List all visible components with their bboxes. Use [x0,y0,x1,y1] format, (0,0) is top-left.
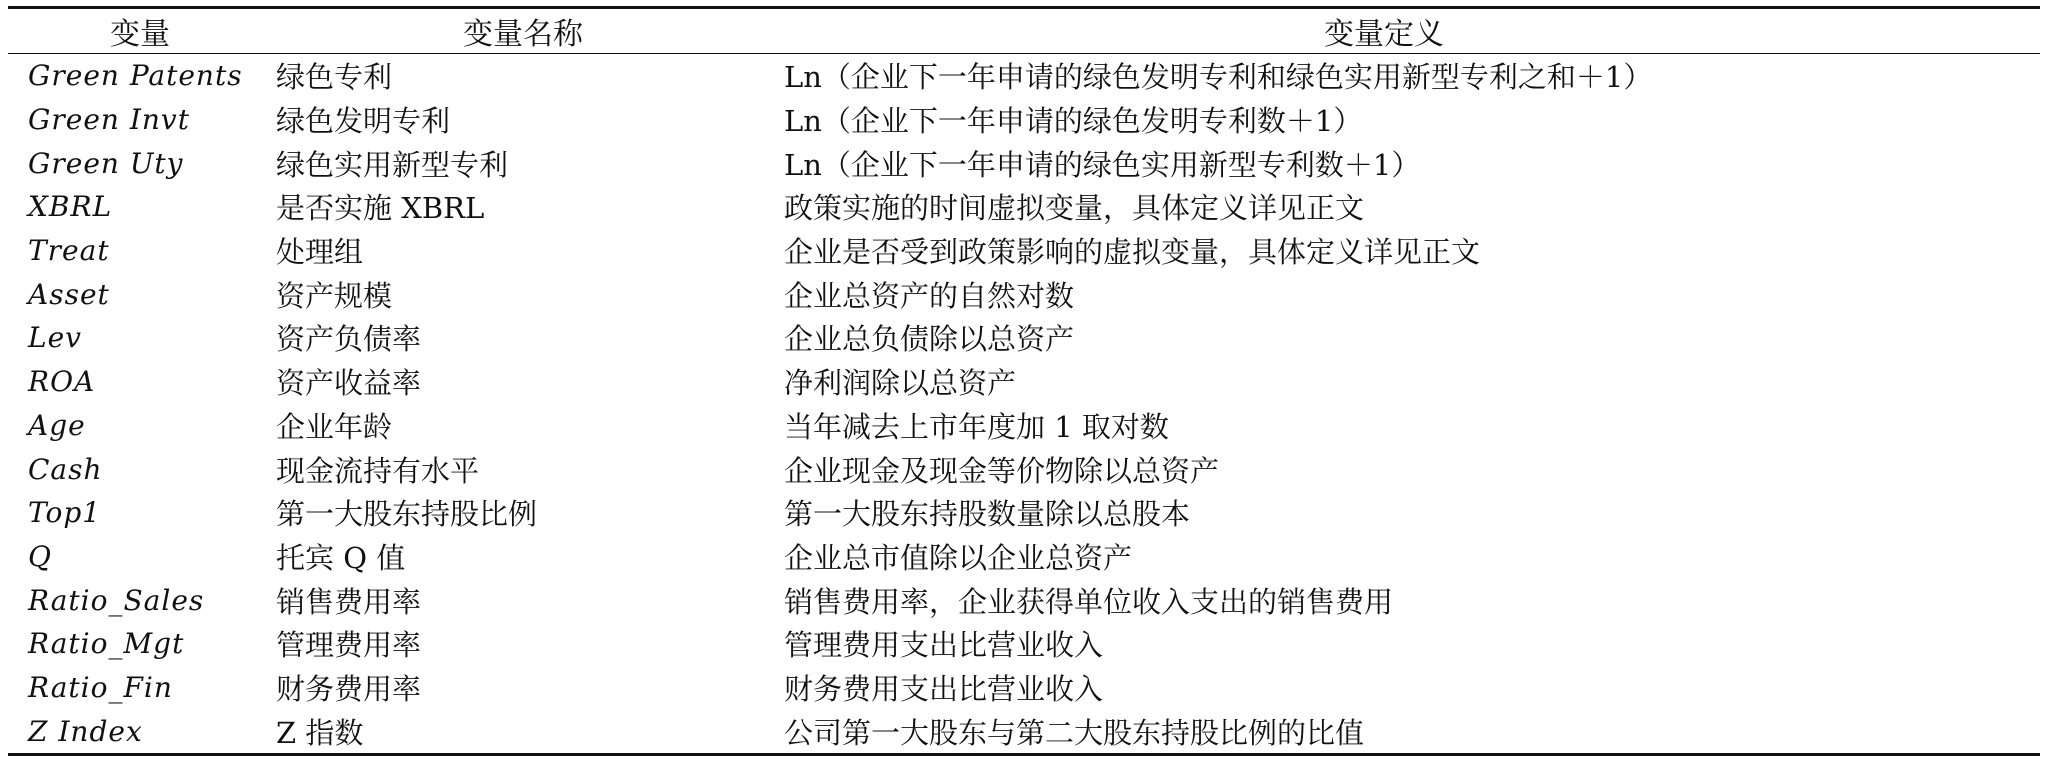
table-header-row [8,8,2040,54]
variable-definition: 净利润除以总资产 [784,366,1017,401]
variable-name: 处理组 [276,235,364,270]
table-row [8,98,2040,142]
variable-name: 财务费用率 [276,671,422,706]
variable-definition: Ln（企业下一年申请的绿色发明专利数＋1） [784,104,1363,139]
variable-name: 企业年龄 [276,409,393,444]
variable-definition: 企业总市值除以企业总资产 [784,540,1133,575]
variable-definition: Ln（企业下一年申请的绿色实用新型专利数＋1） [784,147,1421,182]
variable-definition: 政策实施的时间虚拟变量，具体定义详见正文 [784,191,1365,226]
table-row [8,229,2040,273]
variable-name: 资产负债率 [276,322,422,357]
variable-definition: 财务费用支出比营业收入 [784,671,1104,706]
table-row [8,54,2040,98]
variable-definition: 销售费用率，企业获得单位收入支出的销售费用 [784,584,1394,619]
variable-definition-table [8,6,2040,756]
variable-name: 现金流持有水平 [276,453,480,488]
variable-symbol: Z Index [28,714,143,748]
table-row [8,535,2040,579]
variable-symbol: Green Uty [28,146,184,180]
variable-name: 是否实施 XBRL [276,191,485,226]
variable-name: 第一大股东持股比例 [276,497,538,532]
table-row [8,185,2040,229]
variable-name: 资产收益率 [276,366,422,401]
variable-name: 绿色专利 [276,60,393,95]
table-row [8,666,2040,710]
variable-definition: 当年减去上市年度加 1 取对数 [784,409,1169,444]
variable-symbol: Ratio_Fin [28,670,173,704]
variable-name: Z 指数 [276,715,364,750]
table-row [8,447,2040,491]
variable-definition: 企业总负债除以总资产 [784,322,1075,357]
variable-definition: 第一大股东持股数量除以总股本 [784,497,1191,532]
table-row [8,141,2040,185]
variable-symbol: ROA [28,365,96,399]
table-row [8,622,2040,666]
header-variable-definition: 变量定义 [774,8,2040,54]
table-row [8,578,2040,622]
header-variable: 变量 [8,8,272,54]
table-row [8,360,2040,404]
variable-symbol: Green Invt [28,103,190,137]
variable-definition: 企业现金及现金等价物除以总资产 [784,453,1220,488]
variable-definition: 管理费用支出比营业收入 [784,628,1104,663]
header-variable-name: 变量名称 [272,8,774,54]
variable-name: 资产规模 [276,278,393,313]
variable-symbol: Q [28,539,52,573]
variable-name: 托宾 Q 值 [276,540,406,575]
variable-definition: 公司第一大股东与第二大股东持股比例的比值 [784,715,1365,750]
table-row [8,709,2040,754]
variable-symbol: Lev [28,321,82,355]
variable-definition-table-container [8,6,2040,756]
variable-symbol: Ratio_Sales [28,583,205,617]
variable-definition: 企业总资产的自然对数 [784,278,1075,313]
table-row [8,316,2040,360]
variable-definition: Ln（企业下一年申请的绿色发明专利和绿色实用新型专利之和＋1） [784,60,1653,95]
variable-name: 销售费用率 [276,584,422,619]
variable-symbol: XBRL [28,190,113,224]
variable-symbol: Treat [28,234,110,268]
table-row [8,491,2040,535]
variable-name: 绿色发明专利 [276,104,451,139]
table-row [8,404,2040,448]
variable-definition: 企业是否受到政策影响的虚拟变量，具体定义详见正文 [784,235,1481,270]
variable-symbol: Cash [28,452,103,486]
variable-symbol: Top1 [28,496,102,530]
variable-symbol: Asset [28,277,110,311]
variable-symbol: Green Patents [28,59,243,93]
variable-symbol: Age [28,408,86,442]
variable-name: 绿色实用新型专利 [276,147,509,182]
table-body [8,54,2040,755]
table-row [8,272,2040,316]
variable-name: 管理费用率 [276,628,422,663]
variable-symbol: Ratio_Mgt [28,627,185,661]
